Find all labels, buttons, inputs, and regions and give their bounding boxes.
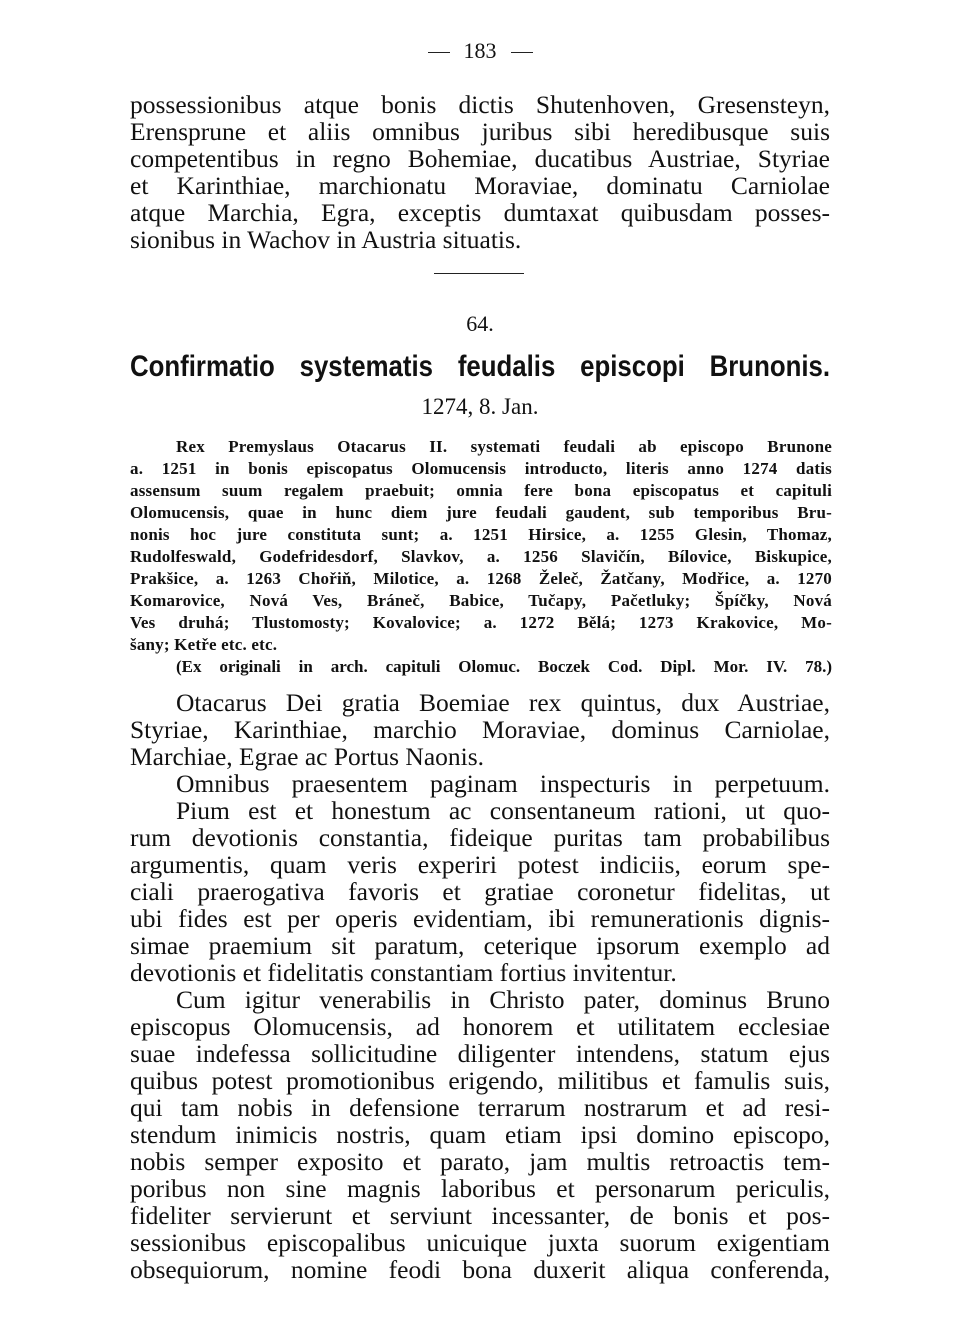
summary-line: Olomucensis, quae in hunc diem jure feudali gaudent, sub temporibus Bru- <box>130 503 832 522</box>
text-line: devotionis et fidelitatis constantiam fortius invitentur. <box>130 958 677 987</box>
section-divider <box>434 273 524 274</box>
text-line: obsequiorum, nomine feodi bona duxerit aliqua conferenda, <box>130 1255 830 1284</box>
continuation-line: competentibus in regno Bohemiae, ducatibus Austriae, Styriae <box>130 144 830 173</box>
summary-line: Komarovice, Nová Ves, Bráneč, Babice, Tučapy, Pačetluky; Špíčky, Nová <box>130 591 832 610</box>
text-line: nobis semper exposito et parato, jam multis retroactis tem- <box>130 1147 830 1176</box>
text-line: episcopus Olomucensis, ad honorem et utilitatem ecclesiae <box>130 1012 830 1041</box>
continuation-line: et Karinthiae, marchionatu Moraviae, dominatu Carniolae <box>130 171 830 200</box>
text-line: poribus non sine magnis laboribus et personarum periculis, <box>130 1174 830 1203</box>
continuation-line: sionibus in Wachov in Austria situatis. <box>130 225 522 254</box>
summary-line: nonis hoc jure constituta sunt; a. 1251 Hirsice, a. 1255 Glesin, Thomaz, <box>130 525 832 544</box>
continuation-line: Erensprune et aliis omnibus juribus sibi heredibusque suis <box>130 117 830 146</box>
text-line: Omnibus praesentem paginam inspecturis in perpetuum. <box>176 769 830 798</box>
text-line: Cum igitur venerabilis in Christo pater, dominus Bruno <box>176 985 830 1014</box>
summary-line: Rex Premyslaus Otacarus II. systemati feudali ab episcopo Brunone <box>176 437 832 456</box>
text-line: ciali praerogativa favoris et gratiae coronetur fidelitas, ut <box>130 877 830 906</box>
continuation-line: atque Marchia, Egra, exceptis dumtaxat quibusdam posses- <box>130 198 830 227</box>
summary-line: assensum suum regalem praebuit; omnia fere bona episcopatus et capituli <box>130 481 832 500</box>
header-dash-right <box>511 52 533 53</box>
summary-line: Rudolfeswald, Godefridesdorf, Slavkov, a. 1256 Slavičín, Bílovice, Biskupice, <box>130 547 832 566</box>
text-line: qui tam nobis in defensione terrarum nostrarum et ad resi- <box>130 1093 830 1122</box>
summary-line: šany; Ketře etc. etc. <box>130 635 278 654</box>
header-dash-left <box>428 52 450 53</box>
text-line: suae indefessa sollicitudine diligenter intendens, statum ejus <box>130 1039 830 1068</box>
text-line: sessionibus episcopalibus unicuique juxta suorum exigentiam <box>130 1228 830 1257</box>
page-number-header <box>0 40 960 62</box>
text-line: rum devotionis constantia, fideique puritas tam probabilibus <box>130 823 830 852</box>
text-line: Pium est et honestum ac consentaneum rationi, ut quo- <box>176 796 830 825</box>
text-line: ubi fides est per operis evidentiam, ibi remunerationis dignis- <box>130 904 830 933</box>
page-number: 183 <box>463 38 497 63</box>
source-citation: (Ex originali in arch. capituli Olomuc. Boczek Cod. Dipl. Mor. IV. 78.) <box>176 657 832 676</box>
summary-line: a. 1251 in bonis episcopatus Olomucensis introducto, literis anno 1274 datis <box>130 459 832 478</box>
continuation-line: possessionibus atque bonis dictis Shutenhoven, Gresensteyn, <box>130 90 830 119</box>
text-line: argumentis, quam veris experiri potest indiciis, eorum spe- <box>130 850 830 879</box>
text-line: Marchiae, Egrae ac Portus Naonis. <box>130 742 485 771</box>
summary-line: Ves druhá; Tlustomosty; Kovalovice; a. 1272 Bělá; 1273 Krakovice, Mo- <box>130 613 832 632</box>
summary-line: Prakšice, a. 1263 Chořiň, Milotice, a. 1268 Želeč, Žatčany, Modřice, a. 1270 <box>130 569 832 588</box>
text-line: Styriae, Karinthiae, marchio Moraviae, dominus Carniolae, <box>130 715 830 744</box>
text-line: simae praemium sit paratum, ceterique ipsorum exemplo ad <box>130 931 830 960</box>
document-date: 1274, 8. Jan. <box>421 394 539 419</box>
document-title: Confirmatio systematis feudalis episcopi Brunonis. <box>130 350 831 383</box>
document-number: 64. <box>466 311 494 336</box>
text-line: Otacarus Dei gratia Boemiae rex quintus, dux Austriae, <box>176 688 830 717</box>
text-line: quibus potest promotionibus erigendo, militibus et famulis suis, <box>130 1066 830 1095</box>
text-line: stendum inimicis nostris, quam etiam ipsi domino episcopo, <box>130 1120 830 1149</box>
text-line: fideliter servierunt et serviunt incessanter, de bonis et pos- <box>130 1201 830 1230</box>
